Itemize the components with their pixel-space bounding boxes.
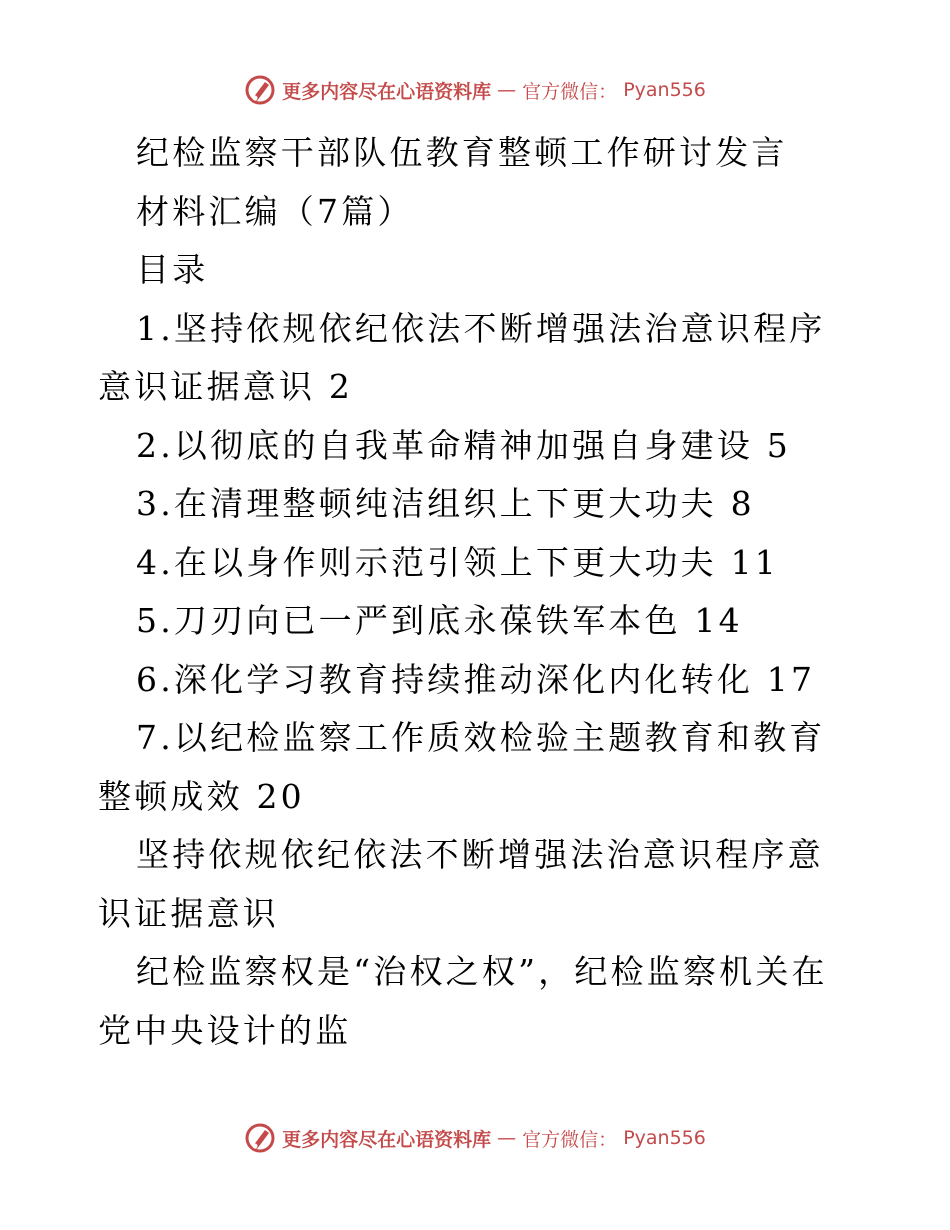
doc-title-line-2: 材料汇编（7篇） — [136, 191, 414, 231]
watermark-main-text: 更多内容尽在心语资料库 — [282, 1128, 492, 1151]
pen-logo-icon — [244, 74, 276, 106]
document-body — [98, 124, 858, 1060]
watermark-wechat-id: Pyan556 — [623, 79, 706, 101]
section-title: 坚持依规依纪依法不断增强法治意识程序意识证据意识 — [98, 835, 824, 933]
toc-heading: 目录 — [136, 250, 209, 289]
watermark-wechat-label: 官方微信： — [522, 80, 618, 103]
toc-item-4: 4.在以身作则示范引领上下更大功夫 11 — [136, 542, 779, 582]
toc-item-1: 1.坚持依规依纪依法不断增强法治意识程序意识证据意识 2 — [98, 308, 826, 406]
body-paragraph: 纪检监察权是“治权之权”，纪检监察机关在党中央设计的监 — [98, 952, 828, 1050]
watermark-main-text: 更多内容尽在心语资料库 — [282, 80, 492, 103]
watermark-dash: — — [497, 79, 517, 101]
toc-item-5: 5.刀刃向已一严到底永葆铁军本色 14 — [136, 601, 743, 640]
watermark-dash: — — [497, 1127, 517, 1149]
pen-logo-icon — [244, 1122, 276, 1154]
toc-item-7: 7.以纪检监察工作质效检验主题教育和教育整顿成效 20 — [98, 718, 826, 816]
footer-watermark — [0, 1118, 950, 1158]
doc-title-line-1: 纪检监察干部队伍教育整顿工作研讨发言 — [136, 133, 788, 172]
toc-item-6: 6.深化学习教育持续推动深化内化转化 17 — [136, 659, 816, 699]
watermark-wechat-id: Pyan556 — [623, 1127, 706, 1149]
toc-item-3: 3.在清理整顿纯洁组织上下更大功夫 8 — [136, 484, 755, 523]
toc-item-2: 2.以彻底的自我革命精神加强自身建设 5 — [136, 425, 791, 465]
header-watermark — [0, 70, 950, 110]
watermark-wechat-label: 官方微信： — [522, 1128, 618, 1151]
